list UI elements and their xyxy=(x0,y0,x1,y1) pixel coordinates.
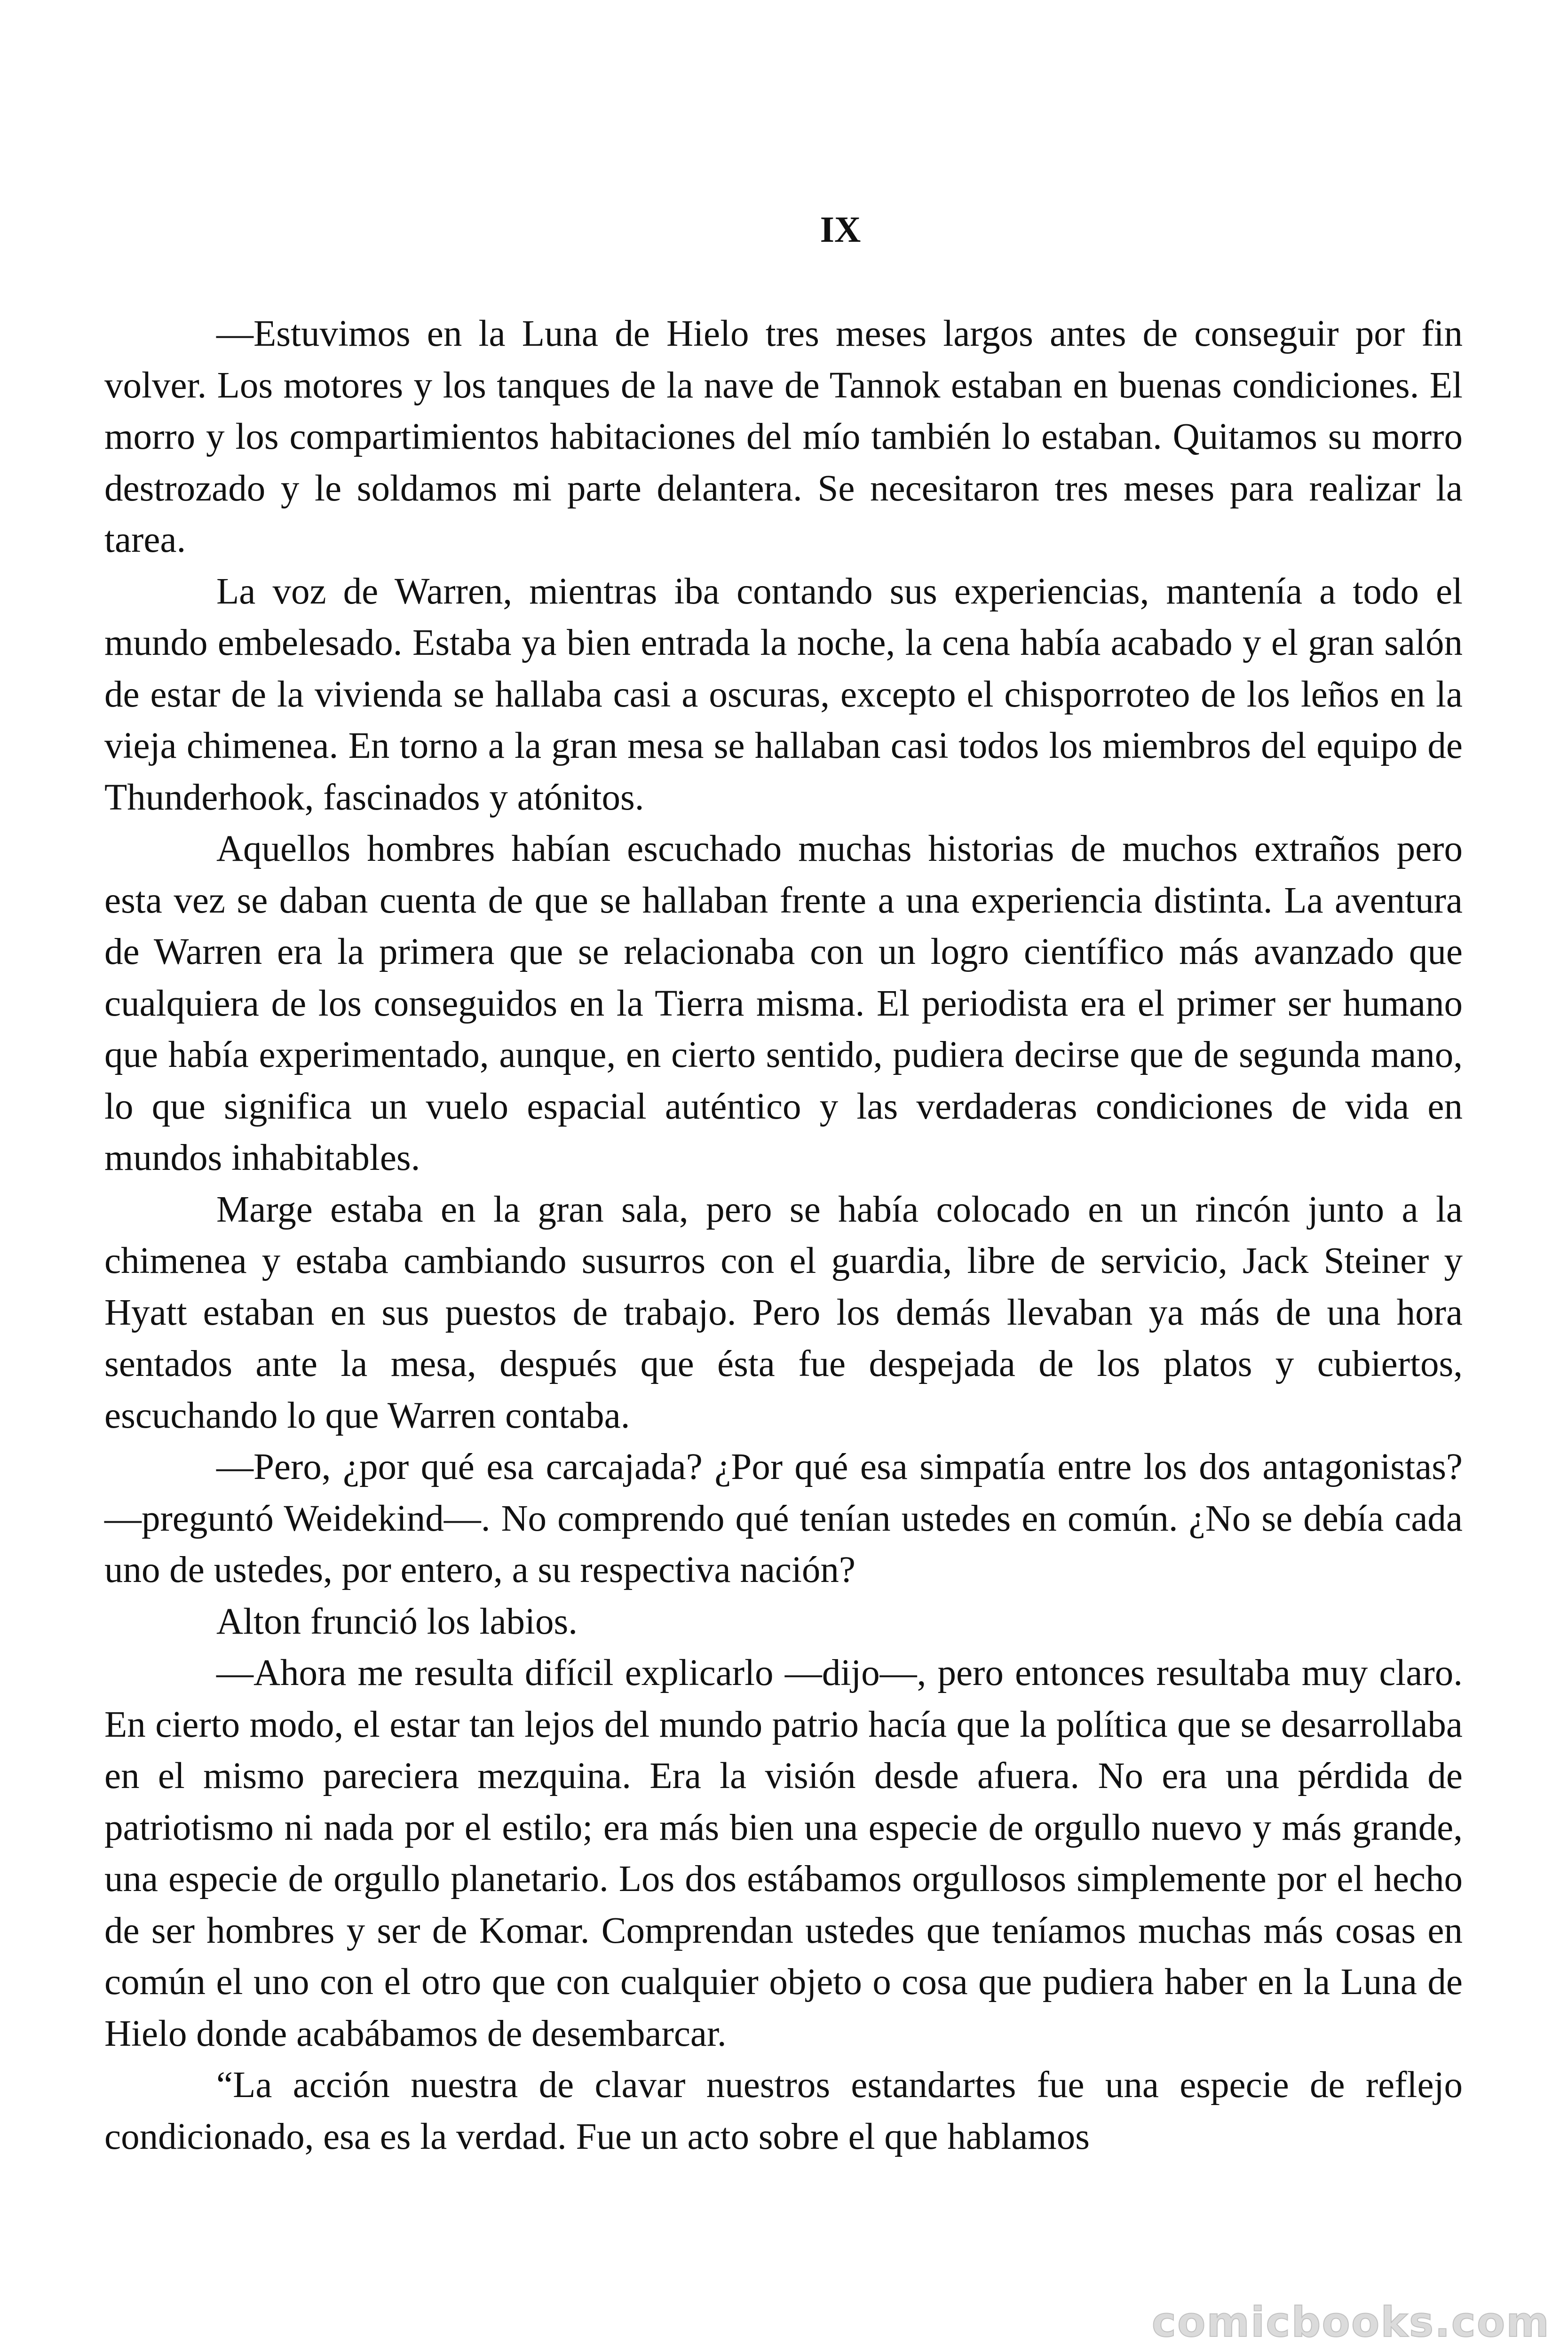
paragraph: Aquellos hombres habían escuchado muchas historias de muchos extraños pero esta vez se daban cuenta de que se hallaban frente a una experiencia distinta. La aventura de Warren era la primera que se relacionaba con un logro científico más avanzado que cualquiera de los conseguidos en la Tierra misma. El periodista era el primer ser humano que había experimentado, aunque, en cierto sentido, pudiera decirse que de segunda mano, lo que significa un vuelo espacial auténtico y las verdaderas condiciones de vida en mundos inhabitables. xyxy=(104,828,1463,1178)
paragraph: “La acción nuestra de clavar nuestros estandartes fue una especie de reflejo condicionado, esa es la verdad. Fue un acto sobre el que hablamos xyxy=(104,2065,1463,2157)
chapter-title: IX xyxy=(820,209,861,250)
paragraph: —Ahora me resulta difícil explicarlo —dijo—, pero entonces resultaba muy claro. En cierto modo, el estar tan lejos del mundo patrio hacía que la política que se desarrollaba en el mismo pareciera mezquina. Era la visión desde afuera. No era una pérdida de patriotismo ni nada por el estilo; era más bien una especie de orgullo nuevo y más grande, una especie de orgullo planetario. Los dos estábamos orgullosos simplemente por el hecho de ser hombres y ser de Komar. Comprendan ustedes que teníamos muchas más cosas en común el uno con el otro que con cualquier objeto o cosa que pudiera haber en la Luna de Hielo donde acabábamos de desembarcar. xyxy=(104,1653,1463,2054)
paragraph: —Pero, ¿por qué esa carcajada? ¿Por qué esa simpatía entre los dos antagonistas? —preguntó Weidekind—. No comprendo qué tenían ustedes en común. ¿No se debía cada uno de ustedes, por entero, a su respectiva nación? xyxy=(104,1446,1463,1590)
watermark: comicbooks.com xyxy=(1151,2298,1550,2346)
paragraph: Marge estaba en la gran sala, pero se había colocado en un rincón junto a la chimenea y estaba cambiando susurros con el guardia, libre de servicio, Jack Steiner y Hyatt estaban en sus puestos de trabajo. Pero los demás llevaban ya más de una hora sentados ante la mesa, después que ésta fue despejada de los platos y cubiertos, escuchando lo que Warren contaba. xyxy=(104,1189,1463,1436)
paragraph: La voz de Warren, mientras iba contando sus experiencias, mantenía a todo el mundo embelesado. Estaba ya bien entrada la noche, la cena había acabado y el gran salón de estar de la vivienda se hallaba casi a oscuras, excepto el chisporroteo de los leños en la vieja chimenea. En torno a la gran mesa se hallaban casi todos los miembros del equipo de Thunderhook, fascinados y atónitos. xyxy=(104,571,1463,818)
body-text xyxy=(104,308,1463,2162)
paragraph: —Estuvimos en la Luna de Hielo tres meses largos antes de conseguir por fin volver. Los motores y los tanques de la nave de Tannok estaban en buenas condiciones. El morro y los compartimientos habitaciones del mío también lo estaban. Quitamos su morro destrozado y le soldamos mi parte delantera. Se necesitaron tres meses para realizar la tarea. xyxy=(104,313,1463,560)
paragraph: Alton frunció los labios. xyxy=(216,1601,578,1642)
